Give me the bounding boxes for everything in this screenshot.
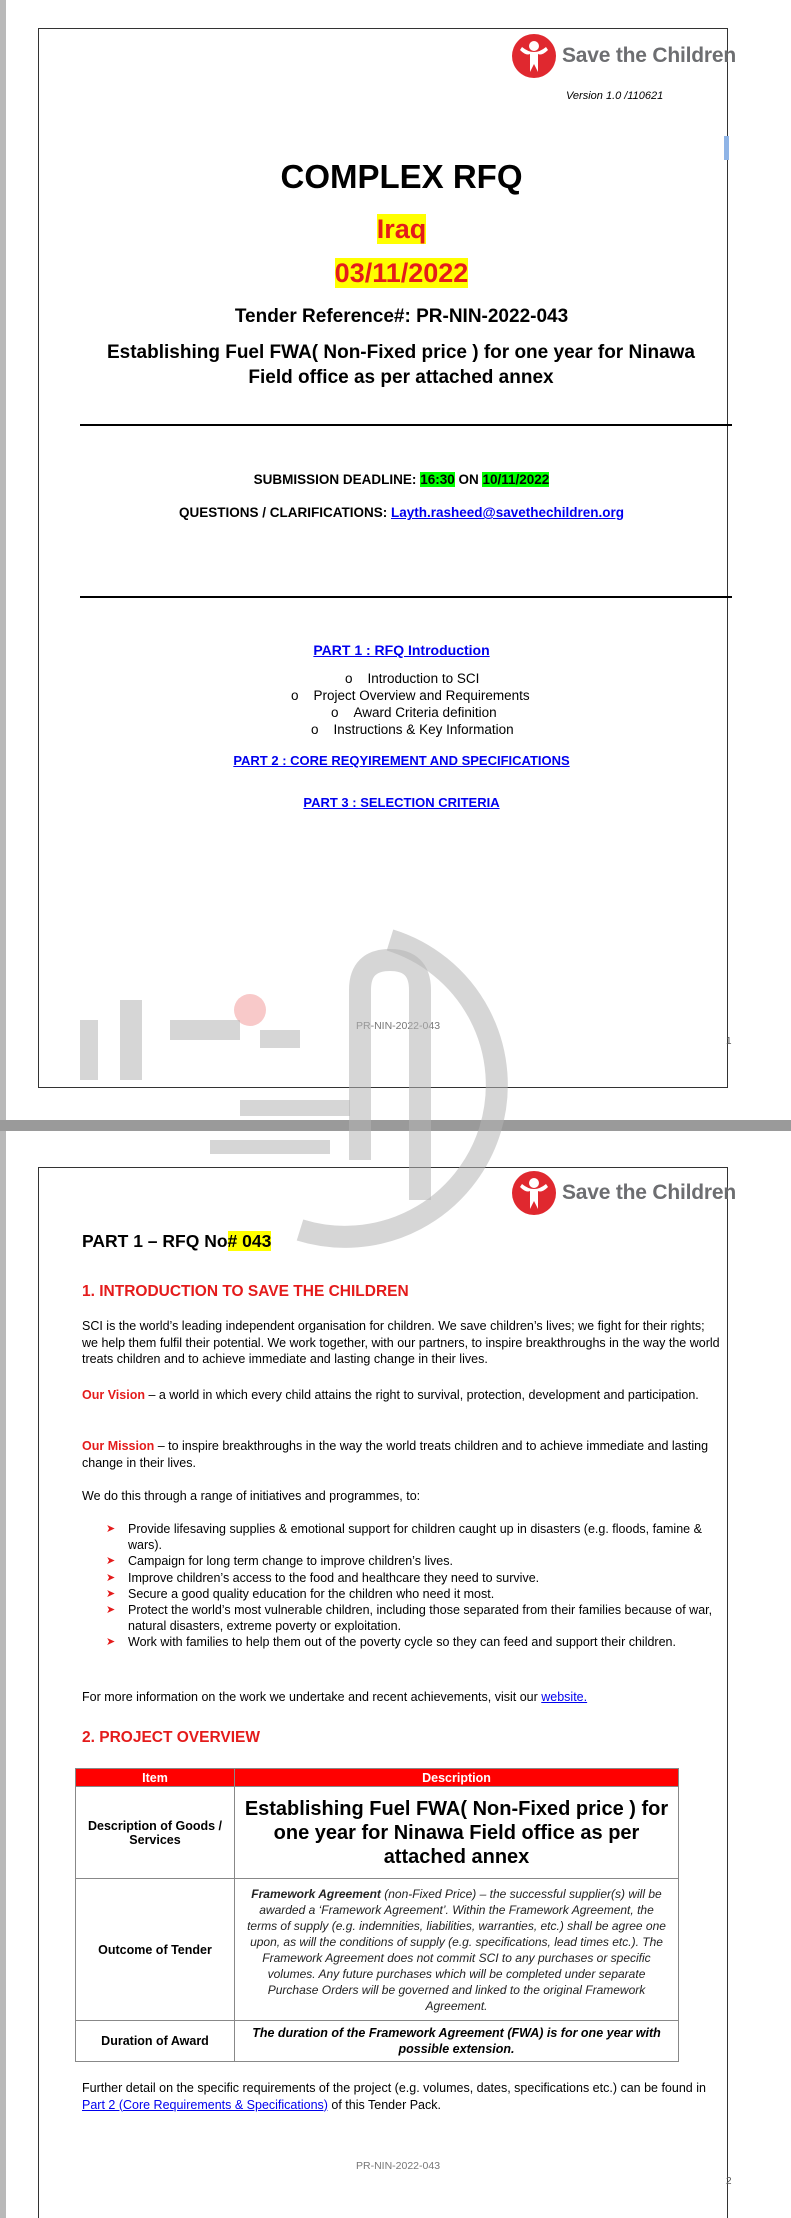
toc-item-instructions: o Instructions & Key Information <box>311 722 514 737</box>
mission-label: Our Mission <box>82 1439 155 1453</box>
row-label: Outcome of Tender <box>76 1879 235 2021</box>
arrow-bullet-icon: ➤ <box>106 1523 116 1535</box>
tender-reference: Tender Reference#: PR-NIN-2022-043 <box>234 306 569 327</box>
toc-item-overview: o Project Overview and Requirements <box>291 688 530 703</box>
divider-top <box>80 424 732 426</box>
save-the-children-logo <box>512 34 736 78</box>
child-figure-icon <box>512 1171 556 1215</box>
questions-line <box>6 505 791 520</box>
deadline-time: 16:30 <box>420 472 455 487</box>
project-title: Establishing Fuel FWA( Non-Fixed price ) for one year for Ninawa Field office as per attached annex <box>106 342 696 388</box>
page-1-footer: PR-NIN-2022-043 <box>356 1020 441 1032</box>
initiatives-intro: We do this through a range of initiatives and programmes, to: <box>82 1489 421 1503</box>
website-link[interactable]: website. <box>541 1690 588 1704</box>
part3-link[interactable]: PART 3 : SELECTION CRITERIA <box>303 795 500 810</box>
page-2-footer: PR-NIN-2022-043 <box>356 2160 441 2172</box>
header-description: Description <box>235 1769 679 1787</box>
initiatives-list <box>82 1521 732 1651</box>
more-info-paragraph: For more information on the work we undertake and recent achievements, visit our website. <box>82 1690 588 1704</box>
part1-link[interactable]: PART 1 : RFQ Introduction <box>313 642 490 658</box>
issue-date: 03/11/2022 <box>334 258 469 288</box>
table-row <box>76 1787 679 1879</box>
arrow-bullet-icon: ➤ <box>106 1636 116 1649</box>
deadline-label: SUBMISSION DEADLINE: <box>253 472 421 487</box>
row-value: The duration of the Framework Agreement (FWA) is for one year with possible extension. <box>235 2021 679 2062</box>
page-2-heading: PART 1 – RFQ No# 043 <box>82 1231 272 1251</box>
logo-text-2: Save the Children <box>562 1181 736 1204</box>
vision-label: Our Vision <box>82 1388 145 1402</box>
arrow-bullet-icon: ➤ <box>106 1571 116 1584</box>
toc-item-introduction: o Introduction to SCI <box>345 671 480 686</box>
row-value: Establishing Fuel FWA( Non-Fixed price ) for one year for Ninawa Field office as per attached annex <box>235 1787 679 1879</box>
divider-bottom <box>80 596 732 598</box>
arrow-bullet-icon: ➤ <box>106 1604 116 1617</box>
page-1 <box>6 0 791 1120</box>
part2-reference-link[interactable]: Part 2 (Core Requirements & Specifications) <box>82 2097 328 2112</box>
section-2-title: 2. PROJECT OVERVIEW <box>82 1729 261 1746</box>
list-item: ➤ Work with families to help them out of the poverty cycle so they can feed and support their children. <box>106 1635 676 1650</box>
part2-link[interactable]: PART 2 : CORE REQYIREMENT AND SPECIFICATIONS <box>233 753 570 768</box>
table-row <box>76 1879 679 2021</box>
row-value: Framework Agreement (non-Fixed Price) – the successful supplier(s) will be awarded a ‘Framework Agreement’. Within the Framework Agreement, the terms of supply (e.g. indemnities, liabilities, warranties, etc.) shall be agree one upon, as will the conditions of supply (e.g. specifications, lead times etc.). The Framework Agreement does not commit SCI to any purchases or specific volumes. Any future purchases which will be completed under separate Purchase Orders will be governed and linked to the original Framework Agreement. <box>235 1879 679 2021</box>
header-item: Item <box>76 1769 235 1787</box>
intro-paragraph: SCI is the world’s leading independent organisation for children. We save children’s lives; we fight for their rights; we help them fulfil their potential. We work together, with our partners, to inspire breakthroughs in the way the world treats children and to achieve immediate and lasting change in their lives. <box>82 1319 720 1366</box>
logo-text: Save the Children <box>562 44 736 67</box>
page-gap <box>0 1120 791 1131</box>
deadline-date: 10/11/2022 <box>482 472 550 487</box>
list-item: ➤ Protect the world’s most vulnerable children, including those separated from their families because of war, natural disasters, extreme poverty or exploitation. <box>106 1603 713 1634</box>
vision-paragraph: Our Vision – a world in which every child attains the right to survival, protection, development and participation. <box>82 1388 699 1402</box>
project-overview-table <box>75 1768 679 2062</box>
arrow-bullet-icon: ➤ <box>106 1587 116 1600</box>
table-header-row <box>76 1769 679 1787</box>
further-detail-paragraph: Further detail on the specific requirements of the project (e.g. volumes, dates, specifications etc.) can be found in Part 2 (Core Requirements & Specifications) of this Tender Pack. <box>82 2081 706 2112</box>
list-item: ➤ Improve children’s access to the food and healthcare they need to survive. <box>106 1570 540 1585</box>
text-cursor-marker <box>724 136 729 160</box>
list-item: ➤ Provide lifesaving supplies & emotional support for children caught up in disasters (e.g. floods, famine & wars). <box>106 1522 702 1553</box>
toc-item-award-criteria: o Award Criteria definition <box>331 705 497 720</box>
page-2-number: 2 <box>726 2176 732 2187</box>
row-label: Description of Goods / Services <box>76 1787 235 1879</box>
table-row <box>76 2021 679 2062</box>
save-the-children-logo-2 <box>512 1171 736 1215</box>
questions-email-link[interactable]: Layth.rasheed@savethechildren.org <box>391 505 624 520</box>
rfq-number: # 043 <box>227 1231 272 1251</box>
page-2 <box>6 1131 791 2218</box>
questions-label: QUESTIONS / CLARIFICATIONS: <box>179 505 391 520</box>
deadline-on: ON <box>454 472 483 487</box>
section-1-title: 1. INTRODUCTION TO SAVE THE CHILDREN <box>82 1283 409 1300</box>
version-label: Version 1.0 /110621 <box>566 90 664 102</box>
list-item: ➤ Secure a good quality education for the children who need it most. <box>106 1586 495 1601</box>
row-label: Duration of Award <box>76 2021 235 2062</box>
arrow-bullet-icon: ➤ <box>106 1555 116 1568</box>
country-label: Iraq <box>376 214 427 244</box>
submission-deadline <box>6 472 791 487</box>
document-title: COMPLEX RFQ <box>280 158 523 195</box>
page-1-number: 1 <box>726 1036 732 1047</box>
mission-paragraph: Our Mission – to inspire breakthroughs in the way the world treats children and to achieve immediate and lasting change in their lives. <box>82 1439 709 1470</box>
child-figure-icon <box>512 34 556 78</box>
list-item: ➤ Campaign for long term change to improve children’s lives. <box>106 1554 453 1569</box>
